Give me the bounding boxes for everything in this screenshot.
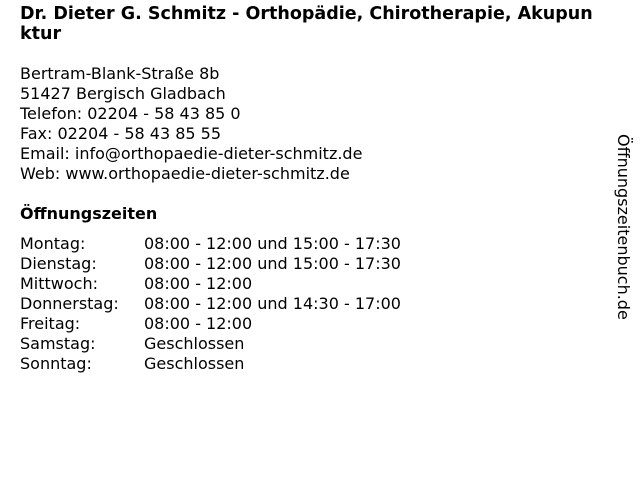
hours-row [20,274,401,294]
day-label: Montag: [20,234,86,253]
time-range: 08:00 - 12:00 und 15:00 - 17:30 [144,254,401,273]
address-city: 51427 Bergisch Gladbach [20,84,226,103]
contact-block [20,64,362,184]
opening-hours-table [20,234,401,374]
time-range: 08:00 - 12:00 und 14:30 - 17:00 [144,294,401,313]
day-label: Dienstag: [20,254,97,273]
practice-title: Dr. Dieter G. Schmitz - Orthopädie, Chirotherapie, Akupunktur [20,4,593,44]
time-range: Geschlossen [144,334,245,353]
time-range: 08:00 - 12:00 und 15:00 - 17:30 [144,234,401,253]
hours-row [20,334,401,354]
fax-number: Fax: 02204 - 58 43 85 55 [20,124,222,143]
site-watermark: Öffnungszeitenbuch.de [614,134,633,320]
hours-row [20,294,401,314]
day-label: Mittwoch: [20,274,98,293]
day-label: Freitag: [20,314,81,333]
address-street: Bertram-Blank-Straße 8b [20,64,220,83]
hours-row [20,314,401,334]
day-label: Donnerstag: [20,294,119,313]
phone-number: Telefon: 02204 - 58 43 85 0 [20,104,241,123]
time-range: Geschlossen [144,354,245,373]
day-label: Sonntag: [20,354,92,373]
hours-row [20,234,401,254]
time-range: 08:00 - 12:00 [144,314,253,333]
opening-hours-heading: Öffnungszeiten [20,204,158,223]
time-range: 08:00 - 12:00 [144,274,253,293]
hours-row [20,354,401,374]
website-url: Web: www.orthopaedie-dieter-schmitz.de [20,164,350,183]
day-label: Samstag: [20,334,96,353]
hours-row [20,254,401,274]
email-address: Email: info@orthopaedie-dieter-schmitz.de [20,144,363,163]
